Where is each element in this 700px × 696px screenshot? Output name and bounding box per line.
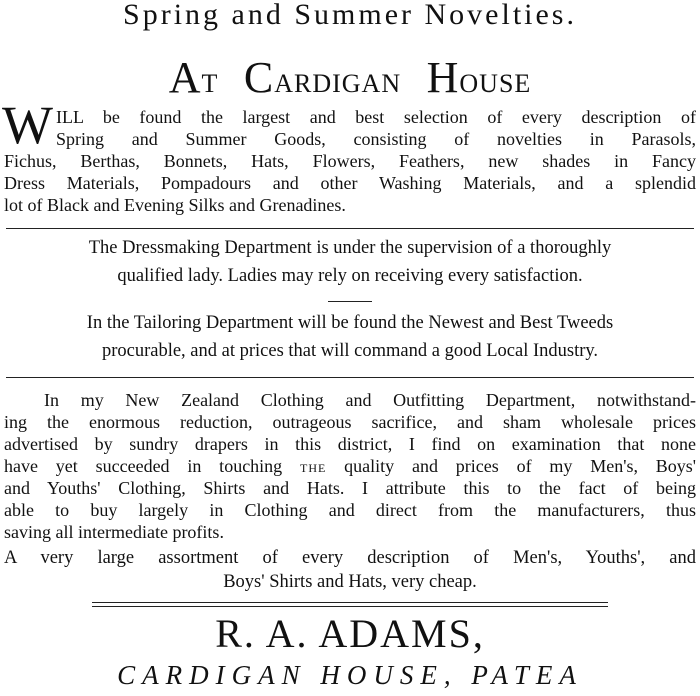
section2-line: The Dressmaking Department is under the supervision of a thoroughly [88, 238, 612, 258]
ad-title: Spring and Summer Novelties. [123, 0, 577, 31]
subtitle-cap-c: C [243, 53, 275, 102]
double-rule-top [92, 602, 608, 603]
line4-prefix: have yet succeeded in touching [4, 456, 283, 476]
divider-rule [6, 377, 694, 378]
section4-line [4, 456, 696, 477]
ad-subtitle [0, 52, 700, 103]
closing-line: A very large assortment of every description of Men's, Youths', and [4, 548, 696, 568]
line4-suffix: quality and prices of my Men's, Boys' [344, 456, 697, 476]
short-rule [328, 301, 372, 302]
divider-rule [6, 228, 694, 229]
section1-line: Fichus, Berthas, Bonnets, Hats, Flowers, Feathers, new shades in Fancy [4, 151, 696, 171]
section4-line: ing the enormous reduction, outrageous sacrifice, and sham wholesale prices [4, 412, 696, 432]
section1-line: ILL be found the largest and best selection of every description of [56, 107, 696, 127]
double-rule-bottom [92, 606, 608, 607]
section3-line: In the Tailoring Department will be found the Newest and Best Tweeds [86, 313, 614, 333]
subtitle-rest-t: T [201, 69, 219, 98]
subtitle-rest-ardigan: ARDIGAN [274, 69, 402, 98]
subtitle-cap-a: A [168, 53, 202, 102]
closing-line: Boys' Shirts and Hats, very cheap. [223, 572, 477, 592]
section3-line: procurable, and at prices that will command a good Local Industry. [101, 341, 599, 361]
subtitle-cap-h: H [426, 53, 460, 102]
section2-line: qualified lady. Ladies may rely on receiving every satisfaction. [117, 266, 583, 286]
line4-smallcaps: THE [300, 461, 327, 475]
section1-line: lot of Black and Evening Silks and Grenadines. [4, 195, 346, 215]
drop-cap: W [2, 95, 53, 155]
section4-line: saving all intermediate profits. [4, 522, 224, 542]
section1-line: Spring and Summer Goods, consisting of novelties in Parasols, [56, 129, 696, 149]
section4-line: advertised by sundry drapers in this district, I find on examination that none [4, 434, 696, 454]
merchant-name: R. A. ADAMS, [215, 611, 485, 656]
merchant-address: CARDIGAN HOUSE, PATEA [117, 660, 583, 690]
section1-line: Dress Materials, Pompadours and other Washing Materials, and a splendid [4, 173, 696, 193]
subtitle-rest-ouse: OUSE [459, 69, 532, 98]
section4-line: able to buy largely in Clothing and direct from the manufacturers, thus [4, 500, 696, 520]
section4-line: In my New Zealand Clothing and Outfitting Department, notwithstand- [44, 390, 696, 410]
section4-line: and Youths' Clothing, Shirts and Hats. I attribute this to the fact of being [4, 478, 696, 498]
